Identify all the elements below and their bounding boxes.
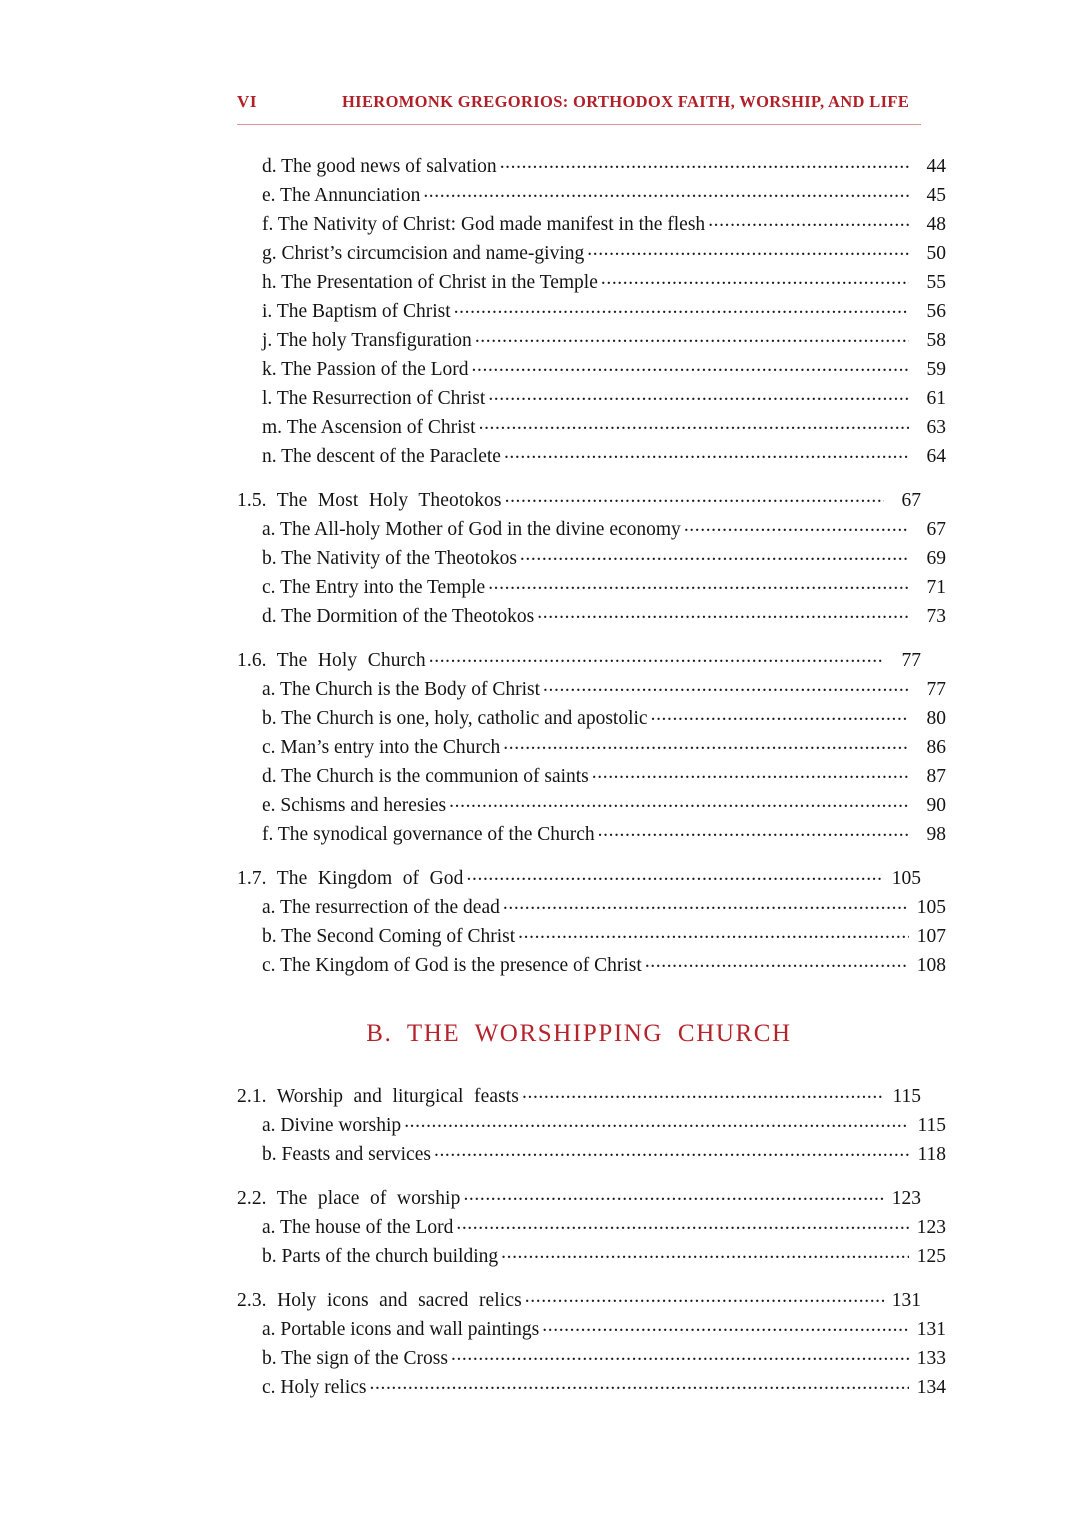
toc-entry-label: l. The Resurrection of Christ: [262, 388, 486, 409]
toc-entry-label: b. The sign of the Cross: [262, 1348, 448, 1369]
toc-entry-page-number: 80: [926, 708, 946, 729]
running-head: [237, 92, 921, 112]
dot-leader: [708, 211, 909, 231]
toc-sub-entry[interactable]: [237, 355, 946, 384]
toc-entry-page-number: 44: [926, 156, 946, 177]
dot-leader: [537, 603, 909, 623]
toc-entry-page-number: 108: [916, 955, 946, 976]
toc-groups-part-a: [237, 152, 946, 980]
dot-leader: [651, 705, 909, 725]
part-heading: B. THE WORSHIPPING CHURCH: [366, 1020, 792, 1047]
toc-sub-entry[interactable]: [237, 704, 946, 733]
dot-leader: [456, 1214, 909, 1234]
running-head-title: HIEROMONK GREGORIOS: ORTHODOX FAITH, WORSHIP, AND LIFE: [342, 92, 910, 111]
toc-sub-entry[interactable]: [237, 268, 946, 297]
toc-entry-label: 1.7. The Kingdom of God: [237, 868, 464, 889]
toc-entry-page-number: 63: [926, 417, 946, 438]
dot-leader: [423, 182, 909, 202]
toc-entry-label: c. Man’s entry into the Church: [262, 737, 501, 758]
toc-entry-page-number: 98: [926, 824, 946, 845]
toc-entry-page-number: 55: [926, 272, 946, 293]
toc-entry-label: e. Schisms and heresies: [262, 795, 447, 816]
toc-entry-label: a. The Church is the Body of Christ: [262, 679, 541, 700]
toc-entry-label: h. The Presentation of Christ in the Temple: [262, 272, 598, 293]
toc-entry-page-number: 77: [926, 679, 946, 700]
dot-leader: [429, 647, 884, 667]
toc-entry-label: b. The Church is one, holy, catholic and apostolic: [262, 708, 648, 729]
toc-entry-page-number: 105: [916, 897, 946, 918]
toc-entry-label: k. The Passion of the Lord: [262, 359, 469, 380]
toc-group: [237, 1184, 946, 1271]
toc-sub-entry[interactable]: [237, 1315, 946, 1344]
dot-leader: [500, 153, 909, 173]
dot-leader: [472, 356, 909, 376]
toc-sub-entry[interactable]: [237, 922, 946, 951]
toc-entry-page-number: 71: [926, 577, 946, 598]
toc-entry-page-number: 48: [926, 214, 946, 235]
dot-leader: [592, 763, 909, 783]
toc-entry-label: 1.5. The Most Holy Theotokos: [237, 490, 502, 511]
toc-sub-entry[interactable]: [237, 1213, 946, 1242]
dot-leader: [449, 792, 909, 812]
toc-sub-entry[interactable]: [237, 1344, 946, 1373]
toc-entry-page-number: 69: [926, 548, 946, 569]
dot-leader: [518, 923, 909, 943]
dot-leader: [542, 1316, 909, 1336]
toc-group: [237, 646, 946, 849]
toc-entry-label: b. Parts of the church building: [262, 1246, 499, 1267]
toc-entry-label: c. The Kingdom of God is the presence of Christ: [262, 955, 642, 976]
toc-sub-entry[interactable]: [237, 384, 946, 413]
toc-sub-entry[interactable]: [237, 733, 946, 762]
toc-entry-label: i. The Baptism of Christ: [262, 301, 451, 322]
toc-section-entry[interactable]: [237, 864, 921, 893]
toc-sub-entry[interactable]: [237, 1140, 946, 1169]
toc-entry-page-number: 73: [926, 606, 946, 627]
toc-section-entry[interactable]: [237, 1286, 921, 1315]
dot-leader: [505, 487, 884, 507]
toc-entry-page-number: 67: [901, 490, 921, 511]
toc-sub-entry[interactable]: [237, 210, 946, 239]
toc-entry-page-number: 118: [917, 1144, 946, 1165]
toc-entry-label: d. The good news of salvation: [262, 156, 497, 177]
toc-group: [237, 1286, 946, 1402]
toc-entry-label: c. Holy relics: [262, 1377, 367, 1398]
toc-entry-label: a. The All-holy Mother of God in the divine economy: [262, 519, 681, 540]
toc-entry-page-number: 87: [926, 766, 946, 787]
toc-sub-entry[interactable]: [237, 573, 946, 602]
toc-sub-entry[interactable]: [237, 515, 946, 544]
toc-entry-page-number: 67: [926, 519, 946, 540]
dot-leader: [503, 894, 909, 914]
toc-entry-page-number: 50: [926, 243, 946, 264]
toc-entry-label: b. The Nativity of the Theotokos: [262, 548, 517, 569]
dot-leader: [504, 443, 909, 463]
toc-sub-entry[interactable]: [237, 413, 946, 442]
toc-entry-label: f. The Nativity of Christ: God made manifest in the flesh: [262, 214, 706, 235]
toc-entry-label: c. The Entry into the Temple: [262, 577, 486, 598]
toc-entry-label: a. Divine worship: [262, 1115, 402, 1136]
toc-sub-entry[interactable]: [237, 1242, 946, 1271]
toc-sub-entry[interactable]: [237, 1111, 946, 1140]
toc-group: [237, 152, 946, 471]
dot-leader: [543, 676, 909, 696]
toc-entry-label: 2.2. The place of worship: [237, 1188, 461, 1209]
toc-groups-part-b: [237, 1082, 946, 1402]
toc-entry-page-number: 61: [926, 388, 946, 409]
toc-sub-entry[interactable]: [237, 1373, 946, 1402]
toc-entry-label: g. Christ’s circumcision and name-giving: [262, 243, 585, 264]
toc-entry-page-number: 115: [917, 1115, 946, 1136]
header-rule: [237, 124, 921, 125]
toc-group: [237, 1082, 946, 1169]
toc-entry-label: n. The descent of the Paraclete: [262, 446, 501, 467]
toc-sub-entry[interactable]: [237, 820, 946, 849]
dot-leader: [503, 734, 909, 754]
toc-entry-page-number: 90: [926, 795, 946, 816]
toc-sub-entry[interactable]: [237, 762, 946, 791]
toc-sub-entry[interactable]: [237, 239, 946, 268]
toc-entry-label: m. The Ascension of Christ: [262, 417, 476, 438]
toc-entry-label: b. Feasts and services: [262, 1144, 431, 1165]
toc-sub-entry[interactable]: [237, 791, 946, 820]
table-of-contents: [237, 152, 946, 1402]
toc-entry-page-number: 123: [916, 1217, 946, 1238]
toc-entry-page-number: 86: [926, 737, 946, 758]
toc-sub-entry[interactable]: [237, 951, 946, 980]
toc-sub-entry[interactable]: [237, 152, 946, 181]
toc-sub-entry[interactable]: [237, 326, 946, 355]
toc-entry-page-number: 77: [901, 650, 921, 671]
dot-leader: [463, 1185, 884, 1205]
dot-leader: [451, 1345, 909, 1365]
toc-entry-label: a. The house of the Lord: [262, 1217, 454, 1238]
dot-leader: [645, 952, 909, 972]
toc-entry-page-number: 125: [916, 1246, 946, 1267]
dot-leader: [522, 1083, 884, 1103]
toc-sub-entry[interactable]: [237, 893, 946, 922]
toc-entry-page-number: 131: [891, 1290, 921, 1311]
dot-leader: [404, 1112, 909, 1132]
dot-leader: [434, 1141, 909, 1161]
toc-entry-label: a. The resurrection of the dead: [262, 897, 500, 918]
toc-sub-entry[interactable]: [237, 181, 946, 210]
toc-entry-label: f. The synodical governance of the Church: [262, 824, 595, 845]
toc-entry-label: 2.1. Worship and liturgical feasts: [237, 1086, 519, 1107]
dot-leader: [684, 516, 909, 536]
toc-entry-page-number: 45: [926, 185, 946, 206]
toc-sub-entry[interactable]: [237, 442, 946, 471]
toc-section-entry[interactable]: [237, 486, 921, 515]
dot-leader: [601, 269, 909, 289]
dot-leader: [501, 1243, 909, 1263]
dot-leader: [479, 414, 909, 434]
dot-leader: [525, 1287, 884, 1307]
toc-section-entry[interactable]: [237, 646, 921, 675]
toc-entry-page-number: 115: [892, 1086, 921, 1107]
toc-entry-page-number: 56: [926, 301, 946, 322]
toc-section-entry[interactable]: [237, 1184, 921, 1213]
toc-entry-page-number: 134: [916, 1377, 946, 1398]
dot-leader: [520, 545, 909, 565]
dot-leader: [454, 298, 909, 318]
toc-entry-page-number: 131: [916, 1319, 946, 1340]
toc-sub-entry[interactable]: [237, 602, 946, 631]
dot-leader: [598, 821, 909, 841]
toc-section-entry[interactable]: [237, 1082, 921, 1111]
toc-entry-label: b. The Second Coming of Christ: [262, 926, 516, 947]
toc-entry-page-number: 58: [926, 330, 946, 351]
page-folio: VI: [237, 92, 258, 111]
toc-entry-page-number: 107: [916, 926, 946, 947]
toc-sub-entry[interactable]: [237, 544, 946, 573]
toc-entry-page-number: 64: [926, 446, 946, 467]
dot-leader: [488, 574, 909, 594]
toc-entry-page-number: 123: [891, 1188, 921, 1209]
toc-entry-label: 2.3. Holy icons and sacred relics: [237, 1290, 522, 1311]
toc-entry-label: d. The Church is the communion of saints: [262, 766, 589, 787]
dot-leader: [467, 865, 884, 885]
dot-leader: [475, 327, 909, 347]
dot-leader: [488, 385, 909, 405]
toc-entry-label: 1.6. The Holy Church: [237, 650, 426, 671]
toc-group: [237, 864, 946, 980]
toc-sub-entry[interactable]: [237, 675, 946, 704]
toc-sub-entry[interactable]: [237, 297, 946, 326]
dot-leader: [587, 240, 909, 260]
dot-leader: [370, 1374, 909, 1394]
toc-entry-label: d. The Dormition of the Theotokos: [262, 606, 535, 627]
toc-entry-page-number: 133: [916, 1348, 946, 1369]
part-heading-block: [237, 1020, 921, 1048]
toc-entry-label: e. The Annunciation: [262, 185, 421, 206]
toc-entry-label: j. The holy Transfiguration: [262, 330, 472, 351]
toc-entry-label: a. Portable icons and wall paintings: [262, 1319, 540, 1340]
toc-entry-page-number: 105: [891, 868, 921, 889]
toc-group: [237, 486, 946, 631]
toc-entry-page-number: 59: [926, 359, 946, 380]
